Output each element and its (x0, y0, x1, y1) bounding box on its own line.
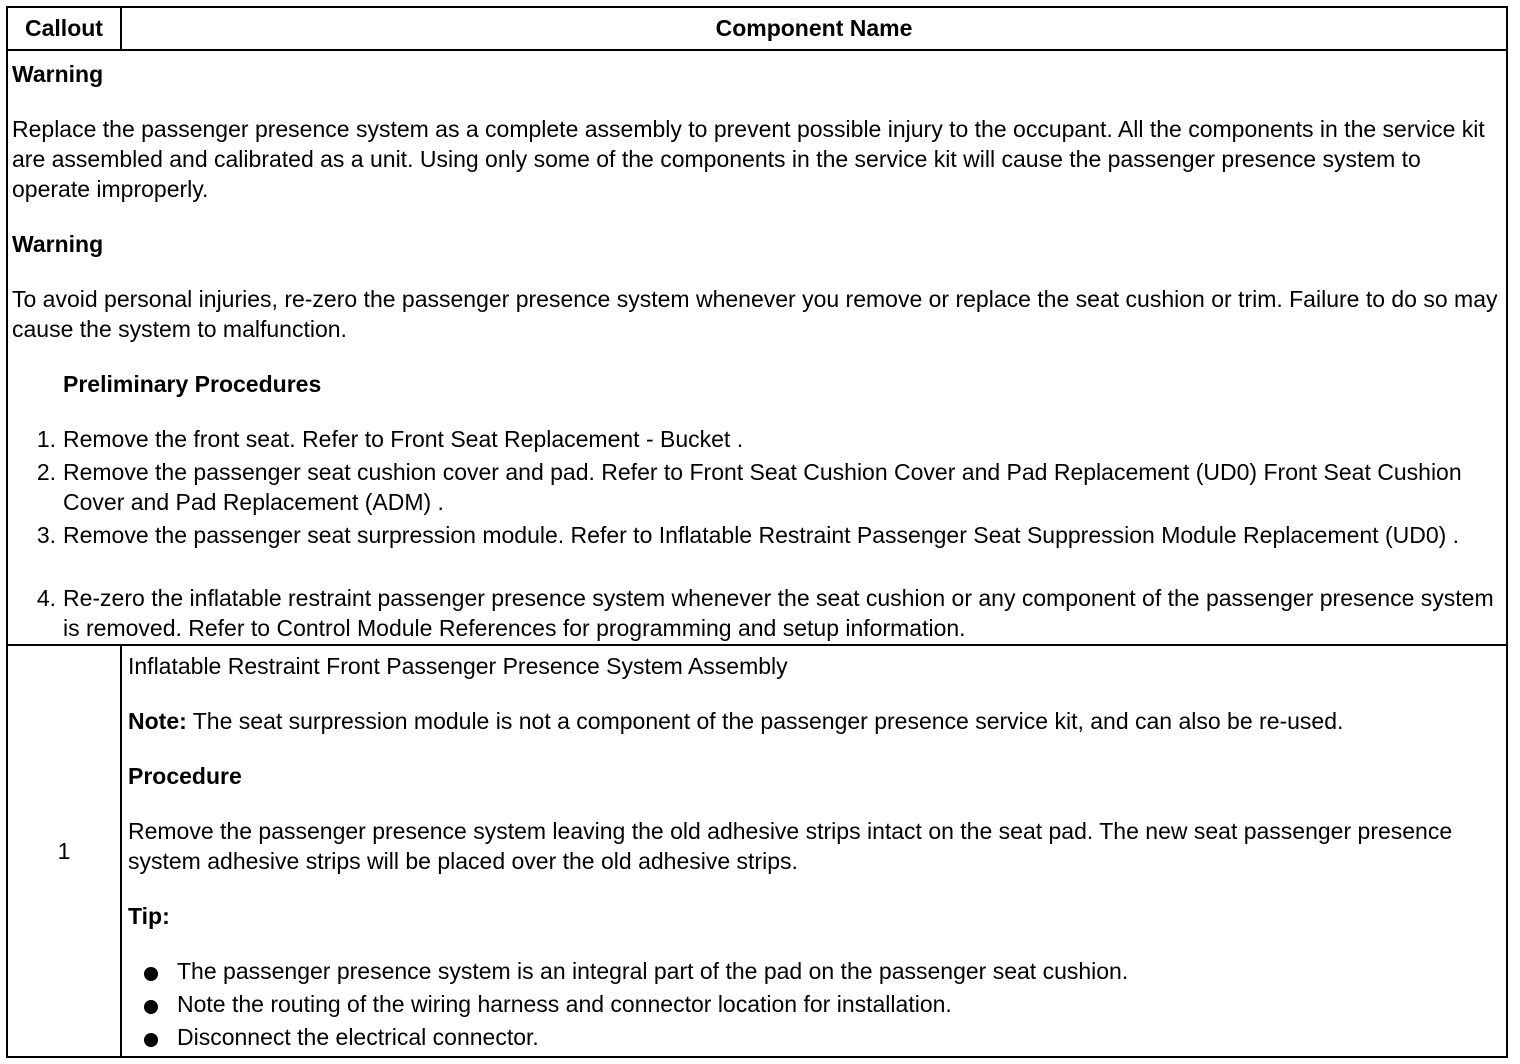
warning-label: Warning (12, 61, 104, 87)
note-label: Note: (128, 708, 187, 734)
step-text: Re-zero the inflatable restraint passenger presence system whenever the seat cushion or any component of the passenger presence system is removed. Refer to Control Module References for programming and setup information. (63, 585, 1494, 641)
procedure-label: Procedure (128, 763, 242, 789)
header-callout: Callout (8, 8, 122, 49)
bullet-icon (144, 967, 158, 981)
header-component-name: Component Name (715, 15, 913, 41)
warning-label: Warning (12, 231, 104, 257)
step-text: Remove the passenger seat surpression module. Refer to Inflatable Restraint Passenger Seat Suppression Module Replacement (UD0) . (63, 522, 1460, 548)
general-instructions-row (8, 51, 1506, 646)
note (128, 706, 1498, 736)
tip-label: Tip: (128, 903, 170, 929)
step-number: 4. (36, 585, 56, 611)
step-text: Remove the front seat. Refer to Front Seat Replacement - Bucket . (63, 426, 744, 452)
step-number: 3. (36, 522, 56, 548)
bullet-icon (144, 1000, 158, 1014)
callout-number: 1 (57, 838, 71, 864)
step-number: 1. (36, 426, 56, 452)
note-text: The seat surpression module is not a component of the passenger presence service kit, and can also be re-used. (186, 708, 1344, 734)
preliminary-procedures-title: Preliminary Procedures (63, 371, 322, 397)
tip-item: Note the routing of the wiring harness and connector location for installation. (177, 991, 952, 1017)
warning-text: To avoid personal injuries, re-zero the passenger presence system whenever you remove or replace the seat cushion or trim. Failure to do so may cause the system to malfunction. (12, 286, 1498, 342)
callout-cell (8, 646, 122, 1056)
procedure-table (6, 6, 1508, 1058)
step-text: Remove the passenger seat cushion cover and pad. Refer to Front Seat Cushion Cover and Pad Replacement (UD0) Front Seat Cushion Cover and Pad Replacement (ADM) . (63, 459, 1462, 515)
component-cell (122, 646, 1506, 1056)
procedure-text: Remove the passenger presence system leaving the old adhesive strips intact on the seat pad. The new seat passenger presence system adhesive strips will be placed over the old adhesive strips. (128, 818, 1453, 874)
component-name: Inflatable Restraint Front Passenger Presence System Assembly (128, 653, 788, 679)
component-row (8, 646, 1506, 1056)
tip-item: The passenger presence system is an integral part of the pad on the passenger seat cushion. (177, 958, 1129, 984)
tip-item: Disconnect the electrical connector. (177, 1024, 539, 1050)
table-header-row (8, 8, 1506, 51)
bullet-icon (144, 1033, 158, 1047)
step-number: 2. (36, 459, 56, 485)
warning-text: Replace the passenger presence system as a complete assembly to prevent possible injury to the occupant. All the components in the service kit are assembled and calibrated as a unit. Using only some of the components in the service kit will cause the passenger presence system to operate improperly. (12, 116, 1485, 202)
